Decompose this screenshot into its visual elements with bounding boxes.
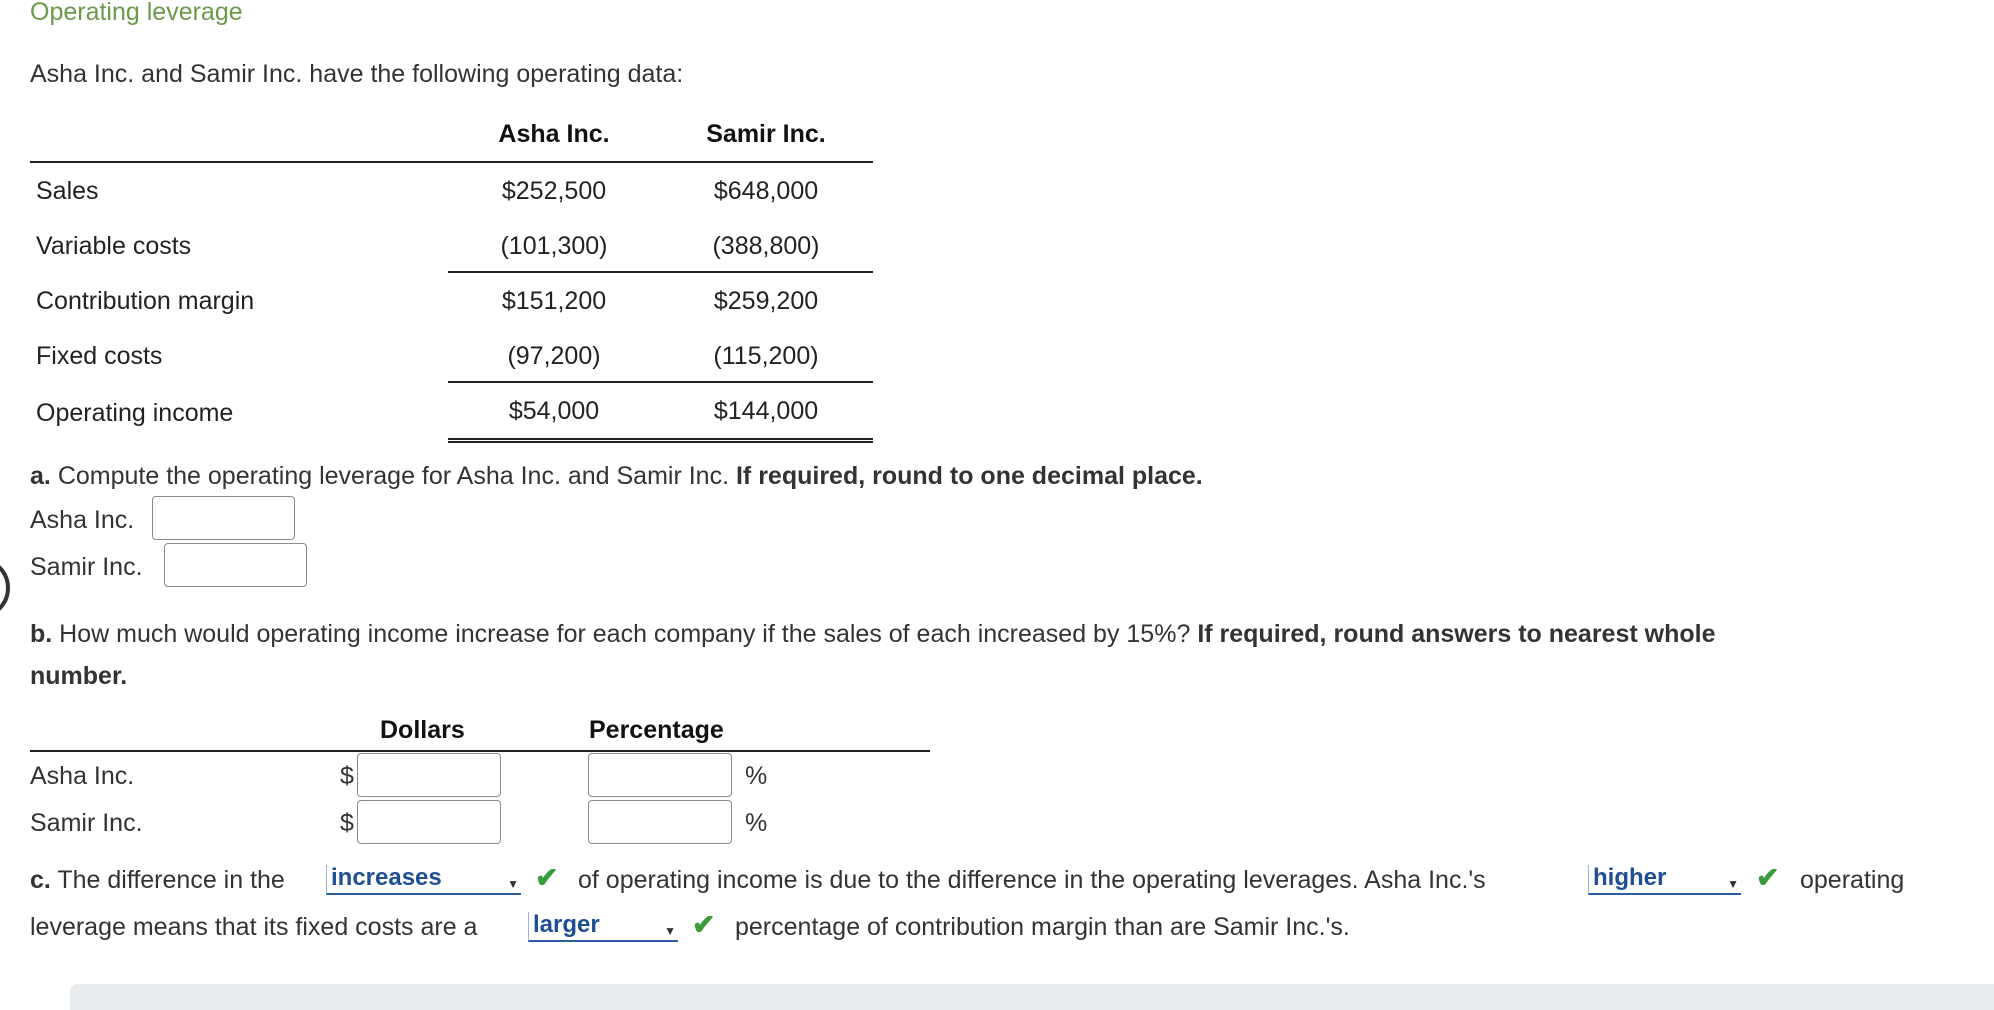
side-circle-icon [0,557,10,619]
part-a-prefix: a. [30,462,51,490]
cell-fixed-costs-samir: (115,200) [713,342,819,370]
part-b-text: How much would operating income increase for each company if the sales of each increased by 15%? [59,620,1191,648]
cell-operating-income-samir: $144,000 [713,397,819,425]
cell-sales-samir: $648,000 [713,177,819,205]
part-c-text-5: percentage of contribution margin than are Samir Inc.'s. [735,913,1350,941]
check-icon: ✔ [1756,862,1780,893]
check-icon: ✔ [692,909,716,940]
leverage-level-value: higher [1593,864,1667,891]
col-header-asha: Asha Inc. [498,120,610,148]
cell-variable-costs-samir: (388,800) [712,232,820,260]
difference-direction-select[interactable] [326,865,521,895]
part-c-text-3: operating [1800,866,1905,894]
part-b-instruction: If required, round answers to nearest whole [1197,620,1716,648]
samir-dollars-input[interactable] [357,800,501,844]
fixed-cost-size-value: larger [533,911,600,938]
col-header-dollars: Dollars [380,716,465,744]
asha-percentage-input[interactable] [588,753,732,797]
chevron-down-icon: ▼ [1727,877,1739,891]
leverage-level-select[interactable] [1588,865,1741,895]
samir-operating-leverage-input[interactable] [164,543,307,587]
row-label-sales: Sales [36,177,99,205]
cell-contribution-margin-asha: $151,200 [501,287,607,315]
row-label-contribution-margin: Contribution margin [36,287,255,315]
percent-sign: % [745,762,768,790]
check-icon: ✔ [535,862,559,893]
part-a-asha-label: Asha Inc. [30,506,135,534]
part-a-text: Compute the operating leverage for Asha Inc. and Samir Inc. [57,462,730,490]
part-a-question [30,462,1203,491]
subtotal-rule [448,271,873,273]
samir-percentage-input[interactable] [588,800,732,844]
col-header-percentage: Percentage [589,716,724,744]
part-b-header-rule [30,750,930,752]
cell-operating-income-asha: $54,000 [508,397,600,425]
percent-sign: % [745,809,768,837]
currency-sign: $ [340,762,354,790]
intro-text: Asha Inc. and Samir Inc. have the following operating data: [30,60,684,88]
row-label-fixed-costs: Fixed costs [36,342,163,370]
part-b-prefix: b. [30,620,53,648]
part-c-text-4: leverage means that its fixed costs are a [30,913,478,941]
cell-contribution-margin-samir: $259,200 [713,287,819,315]
bottom-panel [70,984,1994,1010]
total-double-rule [448,438,873,443]
header-rule [30,161,873,163]
asha-dollars-input[interactable] [357,753,501,797]
part-c-prefix: c. [30,866,51,894]
part-c-text-1: The difference in the [57,866,285,894]
page-title: Operating leverage [30,0,243,26]
part-c-text-2: of operating income is due to the difference in the operating leverages. Asha Inc.'s [578,866,1486,894]
row-label-operating-income: Operating income [36,399,234,427]
part-b-row-label-samir: Samir Inc. [30,809,143,837]
asha-operating-leverage-input[interactable] [152,496,295,540]
part-a-instruction: If required, round to one decimal place. [735,462,1203,490]
currency-sign: $ [340,809,354,837]
subtotal-rule [448,381,873,383]
cell-fixed-costs-asha: (97,200) [507,342,601,370]
col-header-samir: Samir Inc. [706,120,826,148]
chevron-down-icon: ▼ [507,877,519,891]
part-a-samir-label: Samir Inc. [30,553,143,581]
fixed-cost-size-select[interactable] [528,912,678,942]
part-c-line-1 [30,866,285,895]
cell-variable-costs-asha: (101,300) [500,232,608,260]
cell-sales-asha: $252,500 [501,177,607,205]
row-label-variable-costs: Variable costs [36,232,192,260]
part-b-instruction-continued: number. [30,662,128,690]
part-b-row-label-asha: Asha Inc. [30,762,135,790]
part-b-question [30,620,1715,649]
chevron-down-icon: ▼ [664,924,676,938]
difference-direction-value: increases [331,864,442,891]
